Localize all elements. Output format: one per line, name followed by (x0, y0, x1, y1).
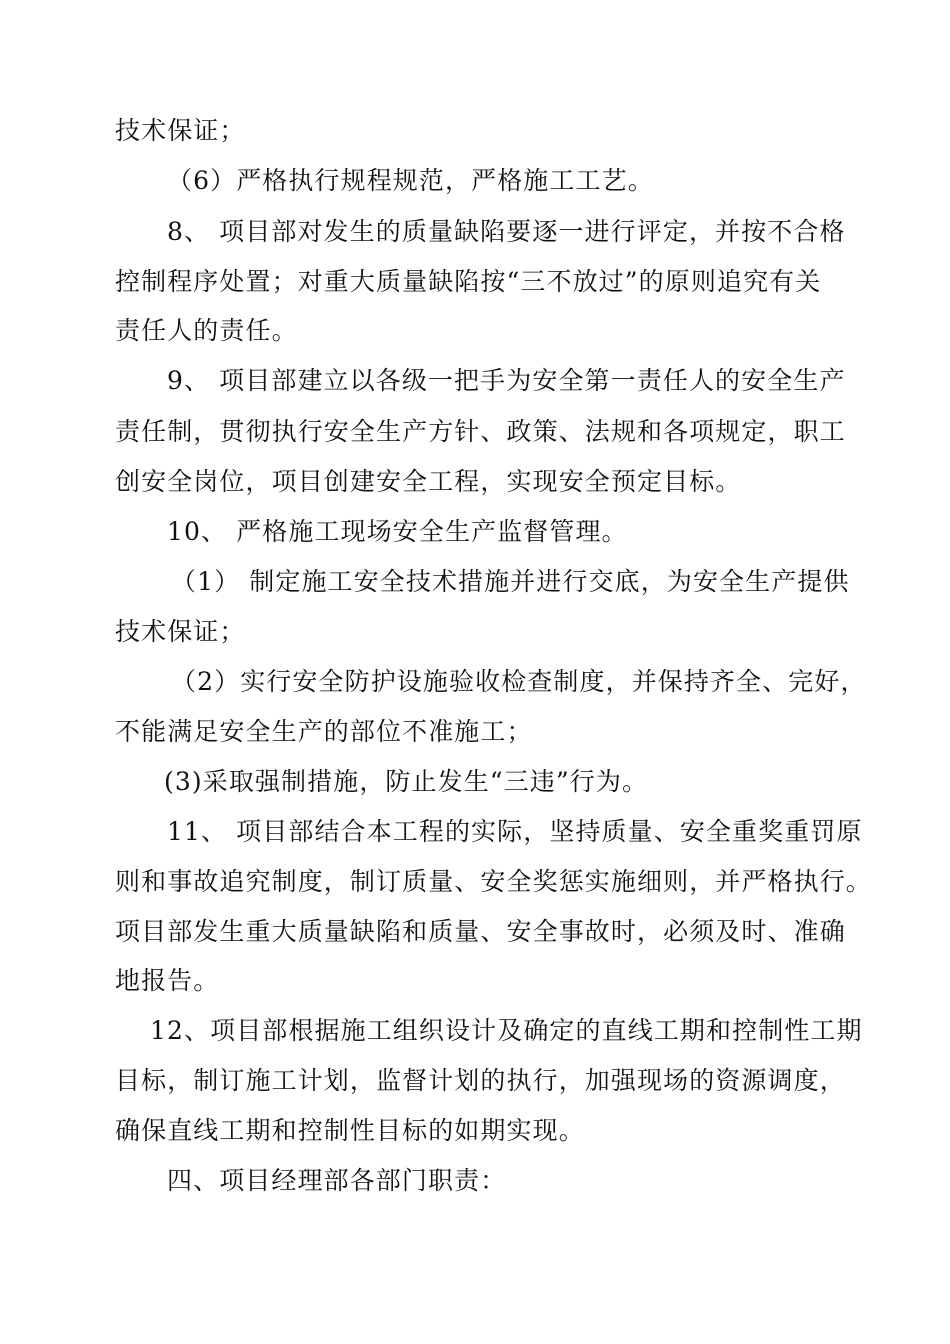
text-line: 创安全岗位，项目创建安全工程，实现安全预定目标。 (115, 467, 742, 496)
text-line: （1） 制定施工安全技术措施并进行交底，为安全生产提供 (171, 567, 850, 596)
text-line: 技术保证； (115, 116, 246, 145)
text-line: 9、 项目部建立以各级一把手为安全第一责任人的安全生产 (167, 366, 846, 395)
text-line: 12、项目部根据施工组织设计及确定的直线工期和控制性工期 (150, 1016, 863, 1045)
text-line: 8、 项目部对发生的质量缺陷要逐一进行评定，并按不合格 (167, 217, 846, 246)
text-line: 确保直线工期和控制性目标的如期实现。 (115, 1116, 585, 1145)
text-line: 技术保证； (115, 617, 246, 646)
text-line: （6）严格执行规程规范，严格施工工艺。 (167, 166, 654, 195)
text-line: 四、项目经理部各部门职责： (167, 1166, 507, 1195)
text-line: 11、 项目部结合本工程的实际，坚持质量、安全重奖重罚原 (167, 817, 863, 846)
text-line: 地报告。 (115, 966, 220, 995)
text-line: 责任制，贯彻执行安全生产方针、政策、法规和各项规定，职工 (115, 417, 846, 446)
text-line: 则和事故追究制度，制订质量、安全奖惩实施细则，并严格执行。 (115, 867, 872, 896)
text-line: （2）实行安全防护设施验收检查制度，并保持齐全、完好， (171, 667, 867, 696)
text-line: 责任人的责任。 (115, 316, 298, 345)
text-line: 10、 严格施工现场安全生产监督管理。 (167, 517, 628, 546)
text-line: 不能满足安全生产的部位不准施工； (115, 717, 533, 746)
text-line: (3)采取强制措施，防止发生“三违”行为。 (164, 767, 649, 796)
text-line: 项目部发生重大质量缺陷和质量、安全事故时，必须及时、准确 (115, 917, 846, 946)
text-line: 目标，制订施工计划，监督计划的执行，加强现场的资源调度， (115, 1066, 846, 1095)
text-line: 控制程序处置；对重大质量缺陷按“三不放过”的原则追究有关 (115, 267, 822, 296)
